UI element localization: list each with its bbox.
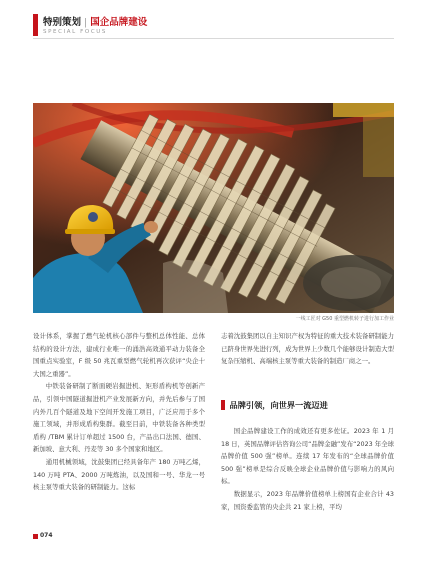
header-accent-bar (33, 14, 38, 36)
subsection-label: 国企品牌建设 (90, 17, 148, 28)
paragraph: 志着沈鼓集团以自主知识产权为特征的重大技术装备研制能力已跻身世界先进行列，成为世界上少数几个能够设计制造大型复杂压缩机、高端核主泵等重大装备的制造厂商之一。 (221, 332, 394, 366)
paragraph: 设计体系，掌握了燃气轮机核心部件与整机总体性能、总体结构的设计方法，建成行业唯一的涌浩高效通平动力装备全国重点实验室，F 级 50 兆瓦重型燃气轮机再次获评“央企十大国之重器”。 (33, 332, 205, 378)
title-separator: | (84, 17, 88, 28)
left-text-column (33, 330, 205, 494)
section-heading (221, 399, 328, 411)
right-text-column-top (221, 330, 394, 368)
section-label: 特别策划 (43, 17, 82, 28)
section-english-label: SPECIAL FOCUS (43, 29, 107, 35)
photo-caption: 一线工匠对 G50 重型燃机转子进行加工作业 (295, 316, 394, 322)
section-heading-text: 品牌引领，向世界一流迈进 (229, 399, 328, 410)
header-divider (33, 38, 394, 39)
page-number: 074 (40, 532, 53, 539)
paragraph: 通用机械领域，沈鼓集团已经具备年产 180 万吨乙烯，140 万吨 PTA、2000 万吨炼油，以及国和一号、华龙一号核主泵等重大装备的研制能力。这标 (33, 457, 205, 492)
turbine-photo (33, 103, 394, 313)
paragraph: 中铁装备研制了断面硬岩掘进机、矩形盾构机等创新产品，引领中国隧道掘进机产业发展新方向，并先后参与了国内外几百个隧道及地下空间开发施工项目，广泛应用于多个施工领域，并形成盾构集群。截至目前，中铁装备各种类型盾构 /TBM 累计订单超过 1500 台，产品出口法国、德国、新加坡、意大利、丹麦等 30 多个国家和地区。 (33, 382, 205, 454)
paragraph: 国企品牌建设工作的成效还有更多佐证。2023 年 1 月 18 日，英国品牌评估咨询公司“品牌金融”发布“2023 年全球品牌价值 500 强”榜单。连续 17 年发布的“全球品牌价值 500 强”榜单是综合反映全球企业品牌价值与影响力的风向标。 (221, 427, 394, 486)
right-text-column-bottom (221, 425, 394, 513)
page-number-marker (33, 534, 38, 539)
heading-marker (221, 400, 225, 410)
paragraph: 数据显示，2023 年品牌价值榜单上榜国有企业合计 43 家，国资委监管的央企共 21 家上榜，平均 (221, 489, 394, 511)
section-title (43, 14, 147, 28)
